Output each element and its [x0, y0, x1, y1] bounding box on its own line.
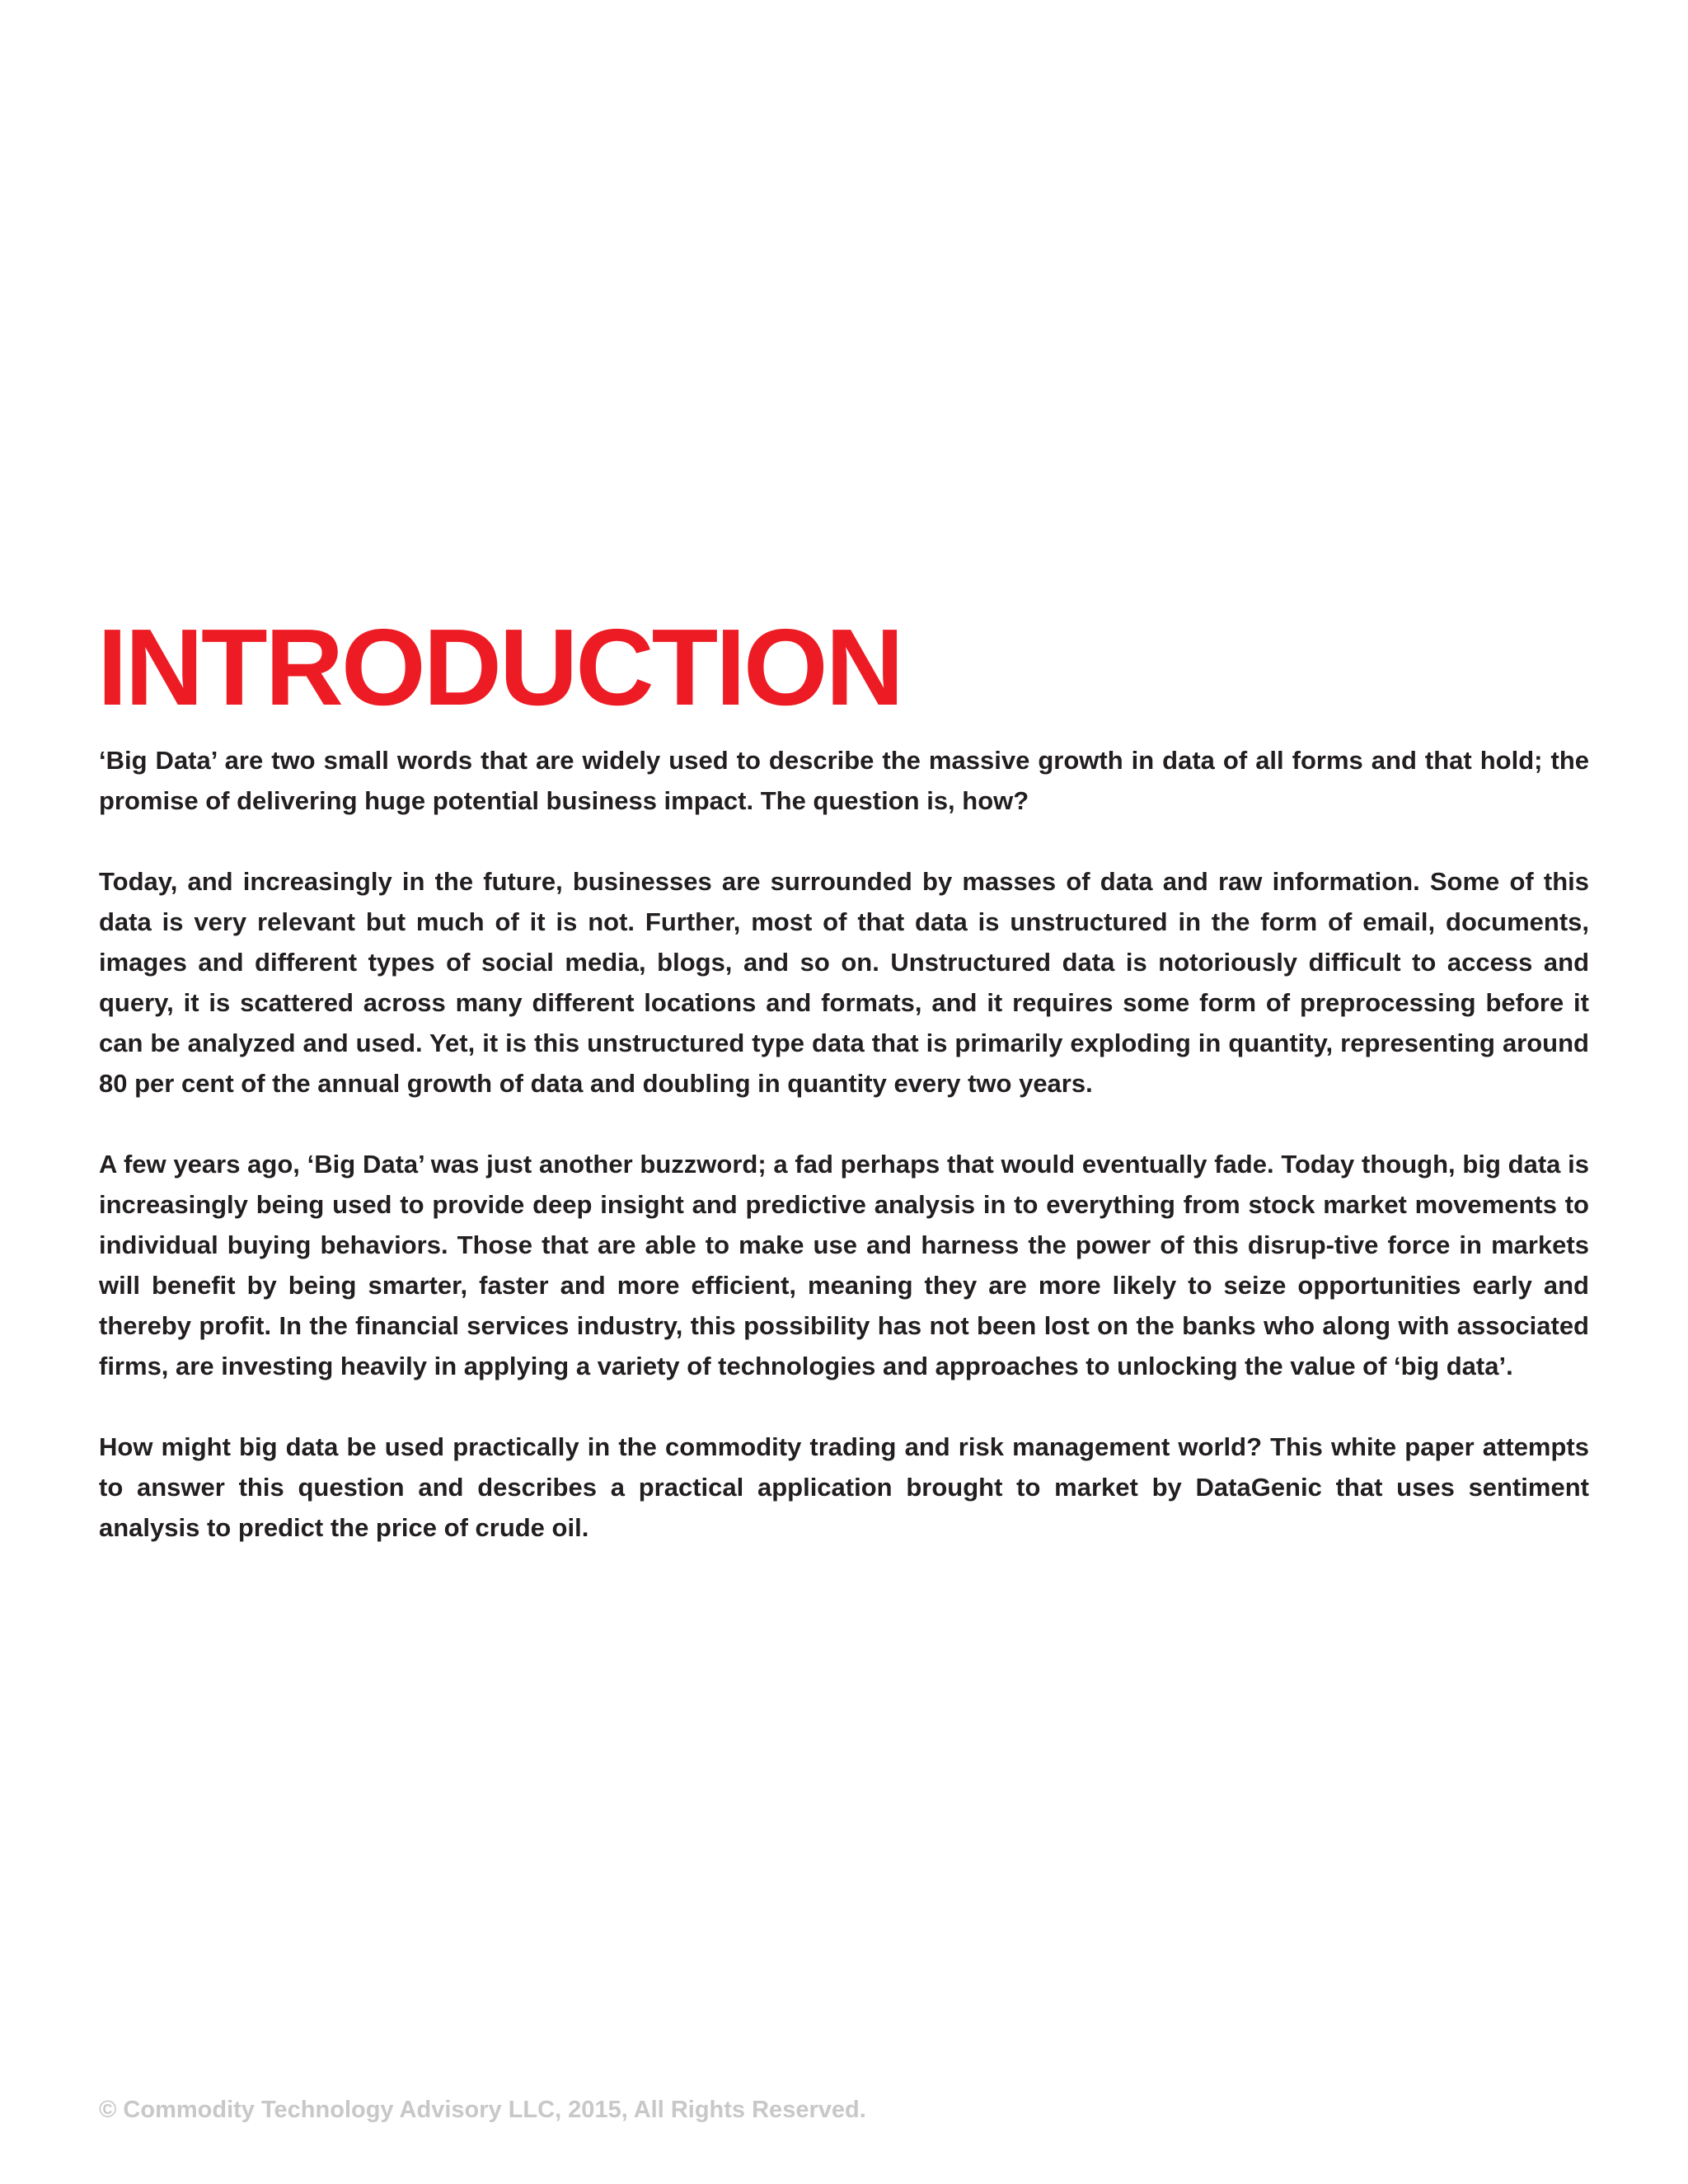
- copyright-footer: © Commodity Technology Advisory LLC, 2015, All Rights Reserved.: [99, 2097, 866, 2123]
- paragraph: ‘Big Data’ are two small words that are widely used to describe the massive growth in data of all forms and that hold; the promise of delivering huge potential business impact. The question is, how?: [99, 746, 1589, 815]
- section-heading: INTRODUCTION: [97, 607, 902, 728]
- body-text: [99, 740, 1589, 1548]
- paragraph: Today, and increasingly in the future, businesses are surrounded by masses of data and raw information. Some of this data is very relevant but much of it is not. Further, most of that data is unstructured in the form of email, documents, images and different types of social media, blogs, and so on. Unstructured data is notoriously difficult to access and query, it is scattered across many different locations and formats, and it requires some form of preprocessing before it can be analyzed and used. Yet, it is this unstructured type data that is primarily exploding in quantity, representing around 80 per cent of the annual growth of data and doubling in quantity every two years.: [99, 867, 1589, 1098]
- paragraph: A few years ago, ‘Big Data’ was just another buzzword; a fad perhaps that would eventually fade. Today though, big data is increasingly being used to provide deep insight and predictive analysis in to everything from stock market movements to individual buying behaviors. Those that are able to make use and harness the power of this disrup-tive force in markets will benefit by being smarter, faster and more efficient, meaning they are more likely to seize opportunities early and thereby profit. In the financial services industry, this possibility has not been lost on the banks who along with associated firms, are investing heavily in applying a variety of technologies and approaches to unlocking the value of ‘big data’.: [99, 1150, 1589, 1380]
- paragraph: How might big data be used practically in the commodity trading and risk management world? This white paper attempts to answer this question and describes a practical application brought to market by DataGenic that uses sentiment analysis to predict the price of crude oil.: [99, 1432, 1589, 1542]
